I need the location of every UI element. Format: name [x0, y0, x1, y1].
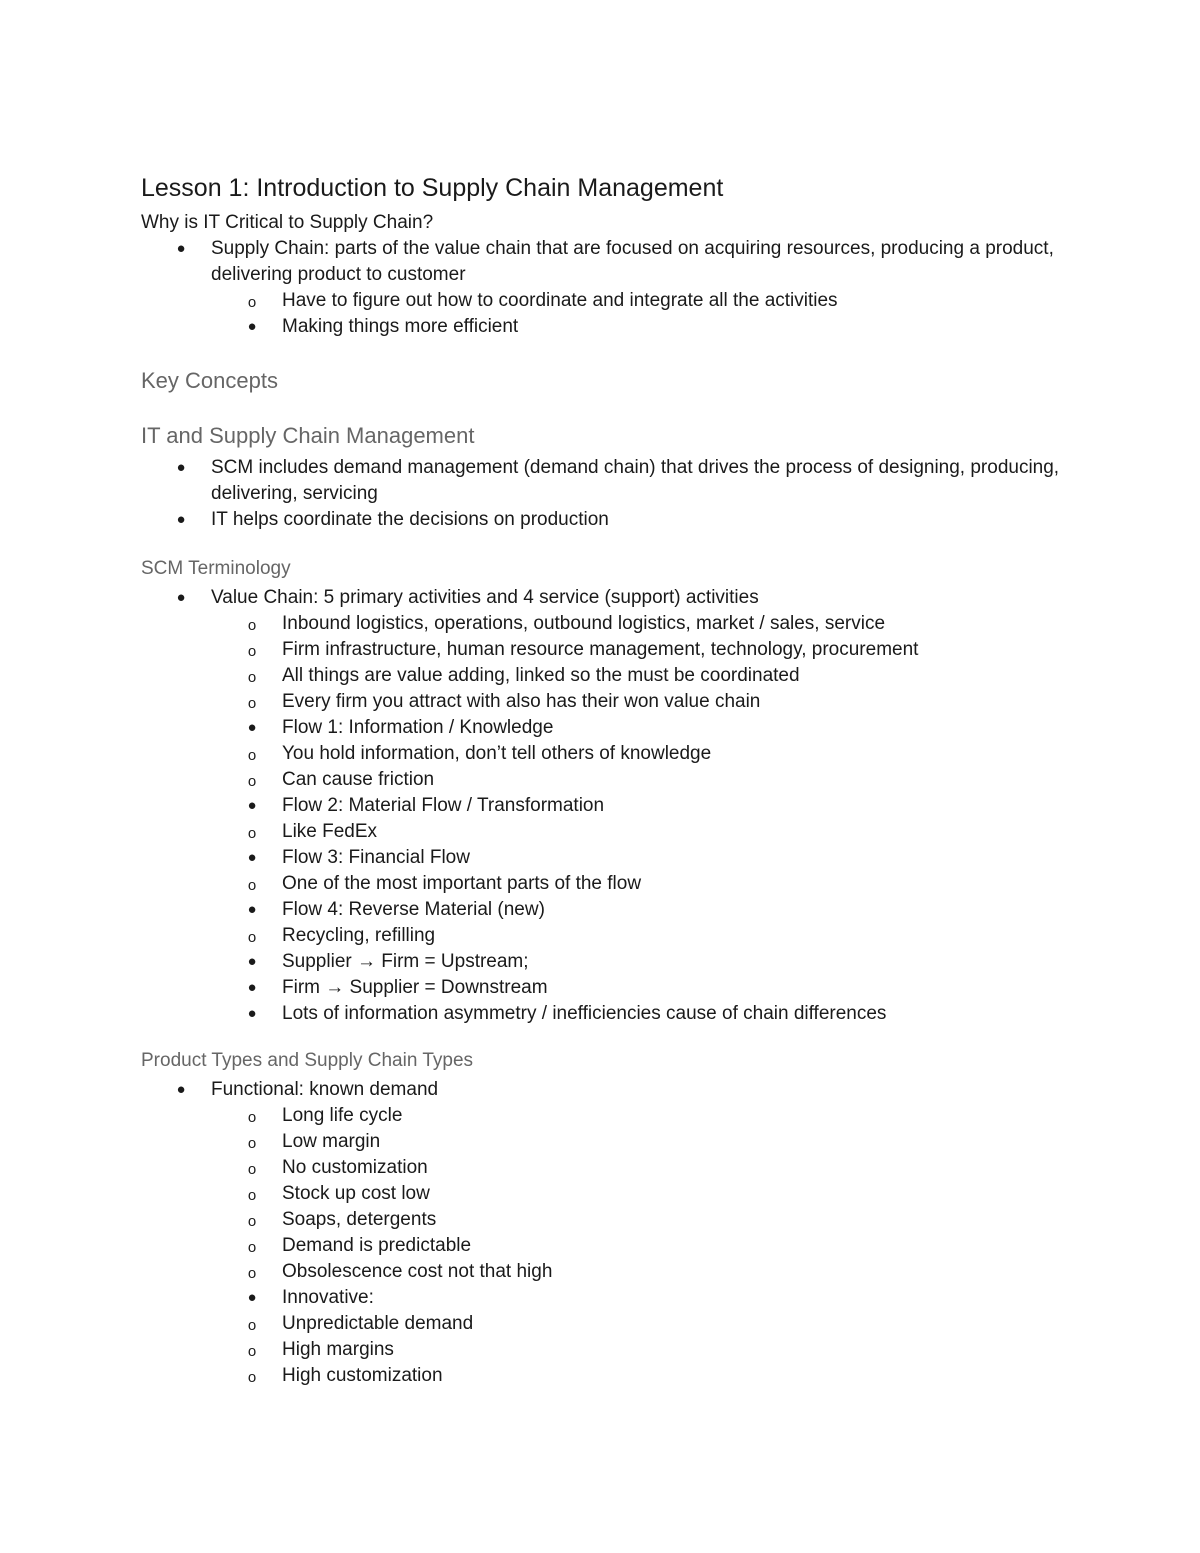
circle-bullet-icon: o [247, 617, 257, 634]
list-item [141, 1181, 1101, 1207]
bullet-list [141, 236, 1101, 340]
list-item-text: Long life cycle [282, 1105, 403, 1126]
circle-bullet-icon: o [247, 669, 257, 686]
circle-bullet-icon: o [247, 294, 257, 311]
circle-bullet-icon: o [247, 877, 257, 894]
list-item [141, 923, 1101, 949]
bullet-icon: ● [176, 240, 186, 257]
list-item-text: Demand is predictable [282, 1235, 472, 1256]
list-item-text: Every firm you attract with also has their won value chain [282, 691, 761, 712]
list-item-text: Value Chain: 5 primary activities and 4 service (support) activities [211, 587, 759, 608]
list-item [141, 637, 1101, 663]
list-item-text: Recycling, refilling [282, 925, 436, 946]
list-item-text: SCM includes demand management (demand chain) that drives the process of designing, producing, delivering, servicing [211, 457, 1060, 504]
list-item [141, 1363, 1101, 1389]
list-item [141, 689, 1101, 715]
section-it-and-scm [141, 421, 1101, 533]
bullet-icon: ● [176, 511, 186, 528]
list-item-text: Firm infrastructure, human resource management, technology, procurement [282, 639, 919, 660]
section-heading: Why is IT Critical to Supply Chain? [141, 212, 434, 233]
list-item [141, 1207, 1101, 1233]
section-key-concepts [141, 366, 1101, 396]
bullet-icon: ● [176, 459, 186, 476]
list-item-text: Have to figure out how to coordinate and integrate all the activities [282, 290, 838, 311]
bullet-icon: ● [247, 318, 257, 335]
circle-bullet-icon: o [247, 1161, 257, 1178]
bullet-list [141, 1077, 1101, 1389]
circle-bullet-icon: o [247, 695, 257, 712]
list-item [141, 288, 1101, 314]
list-item [141, 975, 1101, 1001]
circle-bullet-icon: o [247, 1239, 257, 1256]
list-item [141, 1311, 1101, 1337]
list-item-text: Making things more efficient [282, 316, 519, 337]
list-item [141, 585, 1101, 611]
list-item-text: No customization [282, 1157, 428, 1178]
list-item [141, 611, 1101, 637]
section-heading: Product Types and Supply Chain Types [141, 1050, 474, 1071]
list-item [141, 741, 1101, 767]
list-item-text: Stock up cost low [282, 1183, 430, 1204]
list-item-text: All things are value adding, linked so the must be coordinated [282, 665, 800, 686]
list-item-text: Flow 4: Reverse Material (new) [282, 899, 545, 920]
list-item-text: Functional: known demand [211, 1079, 439, 1100]
list-item-text: High customization [282, 1365, 443, 1386]
list-item-text: You hold information, don’t tell others of knowledge [282, 743, 712, 764]
bullet-icon: ● [247, 1005, 257, 1022]
list-item-text: Supplier → Firm = Upstream; [282, 951, 529, 972]
circle-bullet-icon: o [247, 1343, 257, 1360]
circle-bullet-icon: o [247, 643, 257, 660]
bullet-icon: ● [247, 979, 257, 996]
list-item-text: Lots of information asymmetry / inefficiencies cause of chain differences [282, 1003, 887, 1024]
list-item [141, 819, 1101, 845]
list-item [141, 1285, 1101, 1311]
list-item [141, 236, 1101, 288]
bullet-icon: ● [247, 797, 257, 814]
list-item-text: Innovative: [282, 1287, 374, 1308]
list-item [141, 507, 1101, 533]
list-item-text: Inbound logistics, operations, outbound logistics, market / sales, service [282, 613, 886, 634]
list-item [141, 663, 1101, 689]
list-item-text: Supply Chain: parts of the value chain that are focused on acquiring resources, producing a product, delivering product to customer [211, 238, 1054, 285]
list-item [141, 314, 1101, 340]
circle-bullet-icon: o [247, 1135, 257, 1152]
bullet-list [141, 455, 1101, 533]
list-item-text: Obsolescence cost not that high [282, 1261, 553, 1282]
list-item [141, 455, 1101, 507]
list-item-text: Flow 2: Material Flow / Transformation [282, 795, 605, 816]
list-item-text: IT helps coordinate the decisions on production [211, 509, 609, 530]
list-item [141, 1233, 1101, 1259]
circle-bullet-icon: o [247, 1109, 257, 1126]
list-item [141, 845, 1101, 871]
list-item-text: Firm → Supplier = Downstream [282, 977, 548, 998]
list-item [141, 793, 1101, 819]
list-item-text: Like FedEx [282, 821, 378, 842]
list-item-text: Soaps, detergents [282, 1209, 437, 1230]
section-heading: Key Concepts [141, 368, 278, 393]
list-item [141, 1001, 1101, 1027]
bullet-icon: ● [247, 953, 257, 970]
list-item-text: Flow 3: Financial Flow [282, 847, 470, 868]
section-heading: SCM Terminology [141, 558, 291, 579]
list-item-text: High margins [282, 1339, 394, 1360]
circle-bullet-icon: o [247, 773, 257, 790]
bullet-icon: ● [176, 589, 186, 606]
list-item [141, 1077, 1101, 1103]
circle-bullet-icon: o [247, 1187, 257, 1204]
list-item-text: Low margin [282, 1131, 381, 1152]
list-item [141, 715, 1101, 741]
section-scm-terminology [141, 555, 1101, 1027]
list-item [141, 1129, 1101, 1155]
list-item-text: Flow 1: Information / Knowledge [282, 717, 554, 738]
bullet-icon: ● [247, 719, 257, 736]
circle-bullet-icon: o [247, 1265, 257, 1282]
bullet-icon: ● [247, 849, 257, 866]
list-item [141, 1103, 1101, 1129]
circle-bullet-icon: o [247, 929, 257, 946]
list-item [141, 1259, 1101, 1285]
document-page [141, 170, 1101, 1389]
list-item [141, 767, 1101, 793]
list-item-text: One of the most important parts of the flow [282, 873, 642, 894]
section-why-it-critical [141, 210, 1101, 340]
circle-bullet-icon: o [247, 1317, 257, 1334]
circle-bullet-icon: o [247, 1213, 257, 1230]
page-title: Lesson 1: Introduction to Supply Chain Management [141, 174, 724, 202]
list-item-text: Unpredictable demand [282, 1313, 474, 1334]
list-item [141, 897, 1101, 923]
circle-bullet-icon: o [247, 1369, 257, 1386]
list-item [141, 1337, 1101, 1363]
bullet-icon: ● [176, 1081, 186, 1098]
list-item [141, 1155, 1101, 1181]
circle-bullet-icon: o [247, 825, 257, 842]
circle-bullet-icon: o [247, 747, 257, 764]
list-item [141, 871, 1101, 897]
section-heading: IT and Supply Chain Management [141, 423, 475, 448]
bullet-icon: ● [247, 901, 257, 918]
list-item-text: Can cause friction [282, 769, 435, 790]
bullet-list [141, 585, 1101, 1027]
section-product-types [141, 1047, 1101, 1389]
bullet-icon: ● [247, 1289, 257, 1306]
list-item [141, 949, 1101, 975]
